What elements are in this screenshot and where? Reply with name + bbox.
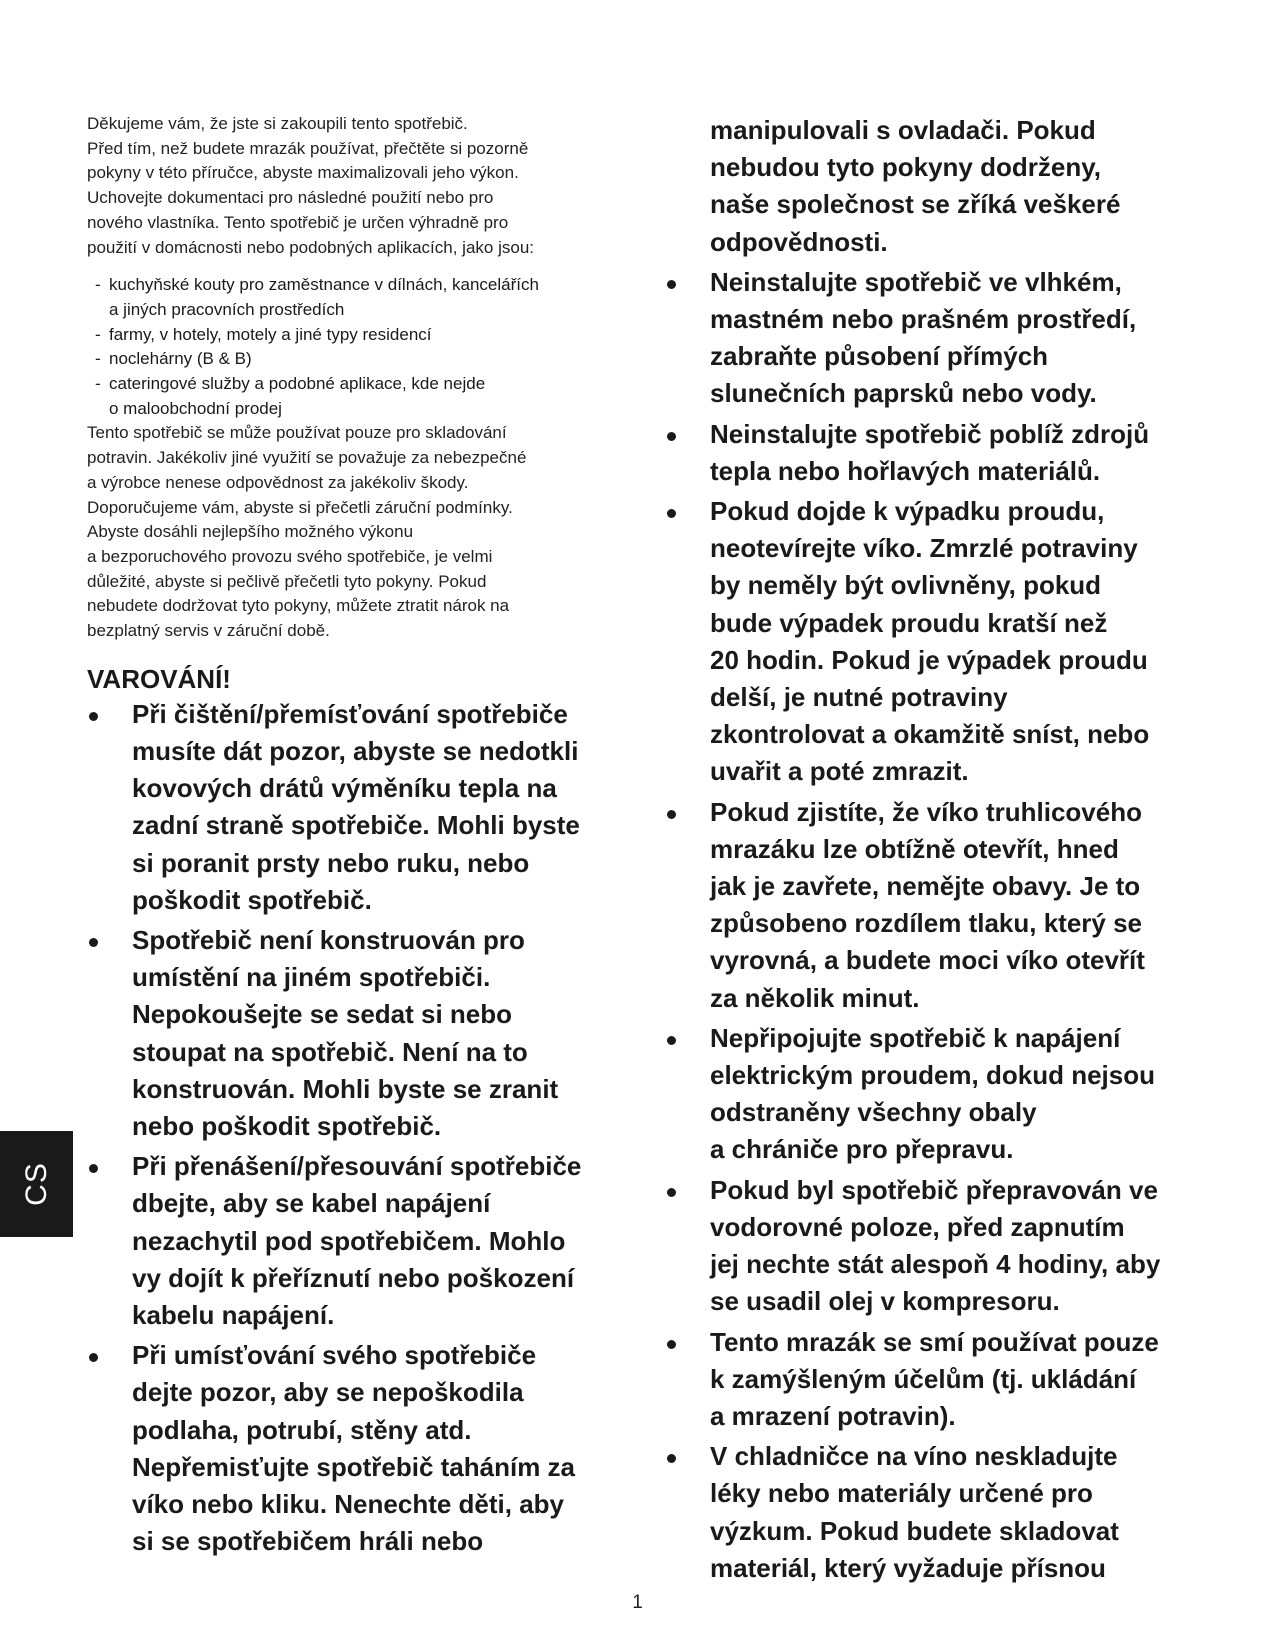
warning-line: a chrániče pro přepravu. [710, 1134, 1014, 1165]
warning-line: Při přenášení/přesouvání spotřebiče [132, 1151, 582, 1182]
warning-line: mastném nebo prašném prostředí, [710, 304, 1137, 335]
right-column [670, 112, 1190, 1590]
warning-line: zabraňte působení přímých [710, 341, 1049, 372]
warning-line: by neměly být ovlivněny, pokud [710, 570, 1102, 601]
warning-heading: VAROVÁNÍ! [87, 663, 231, 694]
language-tab-label: CS [19, 1162, 53, 1206]
warning-line: dbejte, aby se kabel napájení [132, 1188, 491, 1219]
warning-line: mrazáku lze obtížně otevřít, hned [710, 833, 1119, 864]
intro-line: nového vlastníka. Tento spotřebič je určen výhradně pro [87, 212, 509, 232]
warning-line: zadní straně spotřebiče. Mohli byste [132, 810, 580, 841]
bullet-icon [667, 810, 676, 819]
warning-line: způsobeno rozdílem tlaku, který se [710, 908, 1142, 939]
warning-line: tepla nebo hořlavých materiálů. [710, 455, 1101, 486]
warning-line: vyrovná, a budete moci víko otevřít [710, 945, 1145, 976]
intro-line: Uchovejte dokumentaci pro následné použití nebo pro [87, 188, 494, 208]
bullet-icon [667, 280, 676, 289]
usage-item [87, 273, 617, 322]
warning-item [87, 1148, 617, 1334]
warning-line: neotevírejte víko. Zmrzlé potraviny [710, 533, 1138, 564]
usage-item [87, 323, 617, 348]
warning-line: kabelu napájení. [132, 1300, 335, 1331]
usage-item-line: o maloobchodní prodej [109, 398, 282, 418]
warning-line: Neinstalujte spotřebič ve vlhkém, [710, 266, 1122, 297]
warning-line: a mrazení potravin). [710, 1400, 956, 1431]
bullet-icon [89, 1164, 98, 1173]
warning-line: poškodit spotřebič. [132, 884, 372, 915]
warning-line: k zamýšleným účelům (tj. ukládání [710, 1363, 1137, 1394]
intro-paragraph [87, 112, 617, 260]
note-line: nebudete dodržovat tyto pokyny, můžete ztratit nárok na [87, 596, 510, 616]
warning-item [670, 794, 1190, 1017]
warning-item [87, 696, 617, 919]
usage-note [87, 421, 617, 643]
usage-item [87, 372, 617, 421]
warning-line: elektrickým proudem, dokud nejsou [710, 1060, 1155, 1091]
warning-line: Pokud dojde k výpadku proudu, [710, 496, 1105, 527]
language-tab [0, 1131, 73, 1237]
warning-item [670, 1020, 1190, 1169]
warning-line: léky nebo materiály určené pro [710, 1478, 1093, 1509]
warning-line: V chladničce na víno neskladujte [710, 1441, 1118, 1472]
intro-line: pokyny v této příručce, abyste maximalizovali jeho výkon. [87, 163, 519, 183]
bullet-icon [667, 1340, 676, 1349]
warning-line: Neinstalujte spotřebič poblíž zdrojů [710, 418, 1150, 449]
dash-marker: - [95, 349, 101, 369]
warning-line: za několik minut. [710, 982, 920, 1013]
warning-line: výzkum. Pokud budete skladovat [710, 1515, 1119, 1546]
warning-line: podlaha, potrubí, stěny atd. [132, 1414, 472, 1445]
warning-item [670, 416, 1190, 490]
warning-line: 20 hodin. Pokud je výpadek proudu [710, 644, 1148, 675]
warning-line: Pokud byl spotřebič přepravován ve [710, 1174, 1158, 1205]
dash-marker: - [95, 374, 101, 394]
warning-item [670, 1172, 1190, 1321]
warning-line: naše společnost se zříká veškeré [710, 189, 1121, 220]
warning-item [670, 1324, 1190, 1436]
warning-line: vodorovné poloze, před zapnutím [710, 1211, 1125, 1242]
note-line: Abyste dosáhli nejlepšího možného výkonu [87, 522, 414, 542]
warning-line: vy dojít k přeříznutí nebo poškození [132, 1262, 575, 1293]
warning-line: stoupat na spotřebič. Není na to [132, 1036, 528, 1067]
dash-marker: - [95, 324, 101, 344]
warning-line: si poranit prsty nebo ruku, nebo [132, 847, 530, 878]
warning-item [670, 264, 1190, 413]
bullet-icon [667, 432, 676, 441]
usage-item [87, 347, 617, 372]
bullet-icon [667, 1454, 676, 1463]
usage-item-line: kuchyňské kouty pro zaměstnance v dílnách, kancelářích [109, 275, 539, 295]
warning-line: Spotřebič není konstruován pro [132, 924, 525, 955]
warning-item [87, 1337, 617, 1560]
warning-line: se usadil olej v kompresoru. [710, 1286, 1060, 1317]
bullet-icon [667, 1036, 676, 1045]
note-line: důležité, abyste si pečlivě přečetli tyto pokyny. Pokud [87, 571, 487, 591]
note-line: Tento spotřebič se může používat pouze pro skladování [87, 423, 507, 443]
warning-line: jak je zavřete, nemějte obavy. Je to [710, 871, 1141, 902]
usage-item-line: farmy, v hotely, motely a jiné typy residencí [109, 324, 432, 344]
note-line: a bezporuchového provozu svého spotřebiče, je velmi [87, 546, 493, 566]
warning-list-left [87, 696, 617, 1561]
usage-list [87, 273, 617, 421]
warning-line: nezachytil pod spotřebičem. Mohlo [132, 1225, 566, 1256]
warning-line: materiál, který vyžaduje přísnou [710, 1552, 1106, 1583]
warning-line: odpovědnosti. [710, 226, 888, 257]
warning-list-right [670, 264, 1190, 1587]
bullet-icon [89, 938, 98, 947]
warning-line: bude výpadek proudu kratší než [710, 607, 1108, 638]
warning-line: musíte dát pozor, abyste se nedotkli [132, 735, 579, 766]
intro-line: Před tím, než budete mrazák používat, přečtěte si pozorně [87, 138, 529, 158]
bullet-icon [667, 509, 676, 518]
warning-line: kovových drátů výměníku tepla na [132, 773, 557, 804]
usage-item-line: noclehárny (B & B) [109, 349, 252, 369]
warning-item [87, 922, 617, 1145]
intro-line: Děkujeme vám, že jste si zakoupili tento spotřebič. [87, 114, 468, 133]
warning-line: nebudou tyto pokyny dodrženy, [710, 152, 1101, 183]
usage-item-line: a jiných pracovních prostředích [109, 299, 345, 319]
note-line: bezplatný servis v záruční době. [87, 621, 330, 641]
warning-line: víko nebo kliku. Nenechte děti, aby [132, 1489, 565, 1520]
intro-line: použití v domácnosti nebo podobných aplikacích, jako jsou: [87, 237, 534, 257]
warning-item [670, 493, 1190, 791]
warning-line: Pokud zjistíte, že víko truhlicového [710, 796, 1142, 827]
warning-continuation [670, 112, 1190, 261]
warning-line: Nepřipojujte spotřebič k napájení [710, 1022, 1121, 1053]
warning-line: umístění na jiném spotřebiči. [132, 962, 491, 993]
warning-line: manipulovali s ovladači. Pokud [710, 115, 1096, 145]
warning-line: nebo poškodit spotřebič. [132, 1111, 442, 1141]
warning-line: dejte pozor, aby se nepoškodila [132, 1377, 524, 1408]
warning-line: zkontrolovat a okamžitě sníst, nebo [710, 719, 1150, 750]
bullet-icon [89, 712, 98, 721]
warning-line: Při umísťování svého spotřebiče [132, 1340, 537, 1371]
warning-line: odstraněny všechny obaly [710, 1097, 1037, 1128]
warning-line: konstruován. Mohli byste se zranit [132, 1073, 559, 1104]
dash-marker: - [95, 275, 101, 295]
warning-line: si se spotřebičem hráli nebo [132, 1526, 484, 1557]
warning-line: Při čištění/přemísťování spotřebiče [132, 698, 568, 729]
warning-line: jej nechte stát alespoň 4 hodiny, aby [710, 1249, 1161, 1280]
note-line: a výrobce nenese odpovědnost za jakékoliv škody. [87, 472, 469, 492]
warning-line: uvařit a poté zmrazit. [710, 756, 969, 787]
usage-item-line: cateringové služby a podobné aplikace, kde nejde [109, 374, 486, 394]
warning-item [670, 1438, 1190, 1587]
note-line: Doporučujeme vám, abyste si přečetli záruční podmínky. [87, 497, 513, 517]
page-number: 1 [632, 1592, 643, 1613]
note-line: potravin. Jakékoliv jiné využití se považuje za nebezpečné [87, 448, 527, 468]
left-column [87, 112, 617, 1563]
warning-line: Tento mrazák se smí používat pouze [710, 1326, 1159, 1357]
bullet-icon [667, 1188, 676, 1197]
warning-line: Nepokoušejte se sedat si nebo [132, 999, 513, 1030]
warning-line: slunečních paprsků nebo vody. [710, 378, 1097, 409]
warning-line: Nepřemisťujte spotřebič taháním za [132, 1451, 576, 1482]
warning-line: delší, je nutné potraviny [710, 682, 1008, 713]
bullet-icon [89, 1353, 98, 1362]
